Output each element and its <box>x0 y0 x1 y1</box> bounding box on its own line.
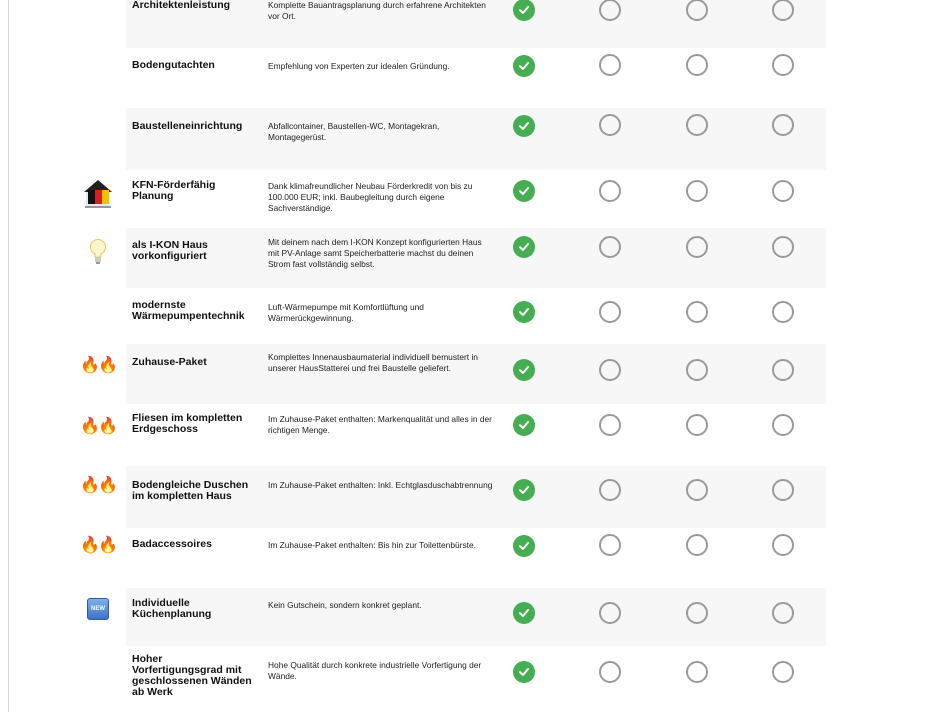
option-circle[interactable] <box>599 180 621 202</box>
option-circle[interactable] <box>686 534 708 556</box>
option-circle[interactable] <box>686 54 708 76</box>
flames-icon: 🔥🔥 <box>80 418 116 435</box>
option-circle[interactable] <box>772 661 794 683</box>
table-row <box>0 646 950 712</box>
feature-title: als I-KON Haus vorkonfiguriert <box>132 239 208 262</box>
option-circle[interactable] <box>686 602 708 624</box>
feature-description: Luft-Wärmepumpe mit Komfortlüftung und Wärmerückgewinnung. <box>268 302 424 323</box>
feature-title: Baustelleneinrichtung <box>132 120 243 132</box>
feature-description: Mit deinem nach dem I-KON Konzept konfigurierten Haus mit PV-Anlage samt Speicherbatterie machst du deinen Strom fast vollständig selbst. <box>268 237 482 269</box>
table-row <box>0 528 950 588</box>
included-check-icon <box>513 55 535 77</box>
included-check-icon <box>513 535 535 557</box>
feature-title: Zuhause-Paket <box>132 356 207 368</box>
option-circle[interactable] <box>772 301 794 323</box>
feature-description: Im Zuhause-Paket enthalten: Bis hin zur Toilettenbürste. <box>268 540 476 550</box>
option-circle[interactable] <box>772 359 794 381</box>
flames-icon: 🔥🔥 <box>80 537 116 554</box>
option-circle[interactable] <box>686 359 708 381</box>
option-circle[interactable] <box>599 414 621 436</box>
option-circle[interactable] <box>772 0 794 21</box>
feature-title: Individuelle Küchenplanung <box>132 597 212 620</box>
option-circle[interactable] <box>686 0 708 21</box>
included-check-icon <box>513 359 535 381</box>
included-check-icon <box>513 414 535 436</box>
table-row <box>0 48 950 108</box>
feature-description: Abfallcontainer, Baustellen-WC, Montagekran, Montagegerüst. <box>268 121 440 142</box>
feature-description: Hohe Qualität durch konkrete industrielle Vorfertigung der Wände. <box>268 660 482 681</box>
included-check-icon <box>513 115 535 137</box>
feature-description: Im Zuhause-Paket enthalten: Inkl. Echtglasduschabtrennung <box>268 480 493 490</box>
feature-title: Badaccessoires <box>132 538 212 550</box>
included-check-icon <box>513 0 535 21</box>
flames-icon: 🔥🔥 <box>80 357 116 374</box>
option-circle[interactable] <box>599 236 621 258</box>
option-circle[interactable] <box>772 479 794 501</box>
feature-title: Bodengleiche Duschen im kompletten Haus <box>132 479 249 502</box>
included-check-icon <box>513 301 535 323</box>
table-row <box>0 0 950 48</box>
table-row <box>0 466 950 528</box>
option-circle[interactable] <box>599 602 621 624</box>
feature-title: Architektenleistung <box>132 0 231 11</box>
new-badge-icon: NEW <box>80 598 116 620</box>
included-check-icon <box>513 479 535 501</box>
option-circle[interactable] <box>599 661 621 683</box>
table-row <box>0 288 950 344</box>
option-circle[interactable] <box>599 359 621 381</box>
feature-title: Hoher Vorfertigungsgrad mit geschlossenen Wänden ab Werk <box>132 653 252 698</box>
feature-title: KFN-Förderfähig Planung <box>132 179 216 202</box>
flames-icon: 🔥🔥 <box>80 477 116 494</box>
option-circle[interactable] <box>772 534 794 556</box>
feature-title: Bodengutachten <box>132 59 215 71</box>
option-circle[interactable] <box>686 114 708 136</box>
option-circle[interactable] <box>686 479 708 501</box>
option-circle[interactable] <box>599 534 621 556</box>
feature-description: Empfehlung von Experten zur idealen Gründung. <box>268 61 450 71</box>
option-circle[interactable] <box>599 479 621 501</box>
option-circle[interactable] <box>686 661 708 683</box>
option-circle[interactable] <box>772 114 794 136</box>
option-circle[interactable] <box>599 54 621 76</box>
feature-description: Komplette Bauantragsplanung durch erfahrene Architekten vor Ort. <box>268 0 486 21</box>
option-circle[interactable] <box>686 301 708 323</box>
table-row <box>0 404 950 466</box>
feature-title: modernste Wärmepumpentechnik <box>132 299 245 322</box>
feature-description: Kein Gutschein, sondern konkret geplant. <box>268 600 422 610</box>
option-circle[interactable] <box>686 414 708 436</box>
option-circle[interactable] <box>599 114 621 136</box>
table-row <box>0 108 950 170</box>
option-circle[interactable] <box>599 301 621 323</box>
table-row <box>0 588 950 646</box>
included-check-icon <box>513 236 535 258</box>
lightbulb-icon <box>80 238 116 266</box>
option-circle[interactable] <box>772 602 794 624</box>
option-circle[interactable] <box>772 236 794 258</box>
option-circle[interactable] <box>772 180 794 202</box>
kfn-logo-icon <box>80 178 116 210</box>
feature-description: Komplettes Innenausbaumaterial individuell bemustert in unserer HausStatterei und frei Baustelle geliefert. <box>268 352 478 373</box>
option-circle[interactable] <box>772 414 794 436</box>
table-row <box>0 228 950 288</box>
included-check-icon <box>513 602 535 624</box>
feature-title: Fliesen im kompletten Erdgeschoss <box>132 412 243 435</box>
option-circle[interactable] <box>599 0 621 21</box>
table-row <box>0 170 950 228</box>
option-circle[interactable] <box>772 54 794 76</box>
option-circle[interactable] <box>686 180 708 202</box>
table-row <box>0 344 950 404</box>
included-check-icon <box>513 180 535 202</box>
option-circle[interactable] <box>686 236 708 258</box>
included-check-icon <box>513 661 535 683</box>
feature-description: Im Zuhause-Paket enthalten: Markenqualität und alles in der richtigen Menge. <box>268 414 492 435</box>
feature-description: Dank klimafreundlicher Neubau Förderkredit von bis zu 100.000 EUR; inkl. Baubegleitung durch eigene Sachverständige. <box>268 181 473 213</box>
